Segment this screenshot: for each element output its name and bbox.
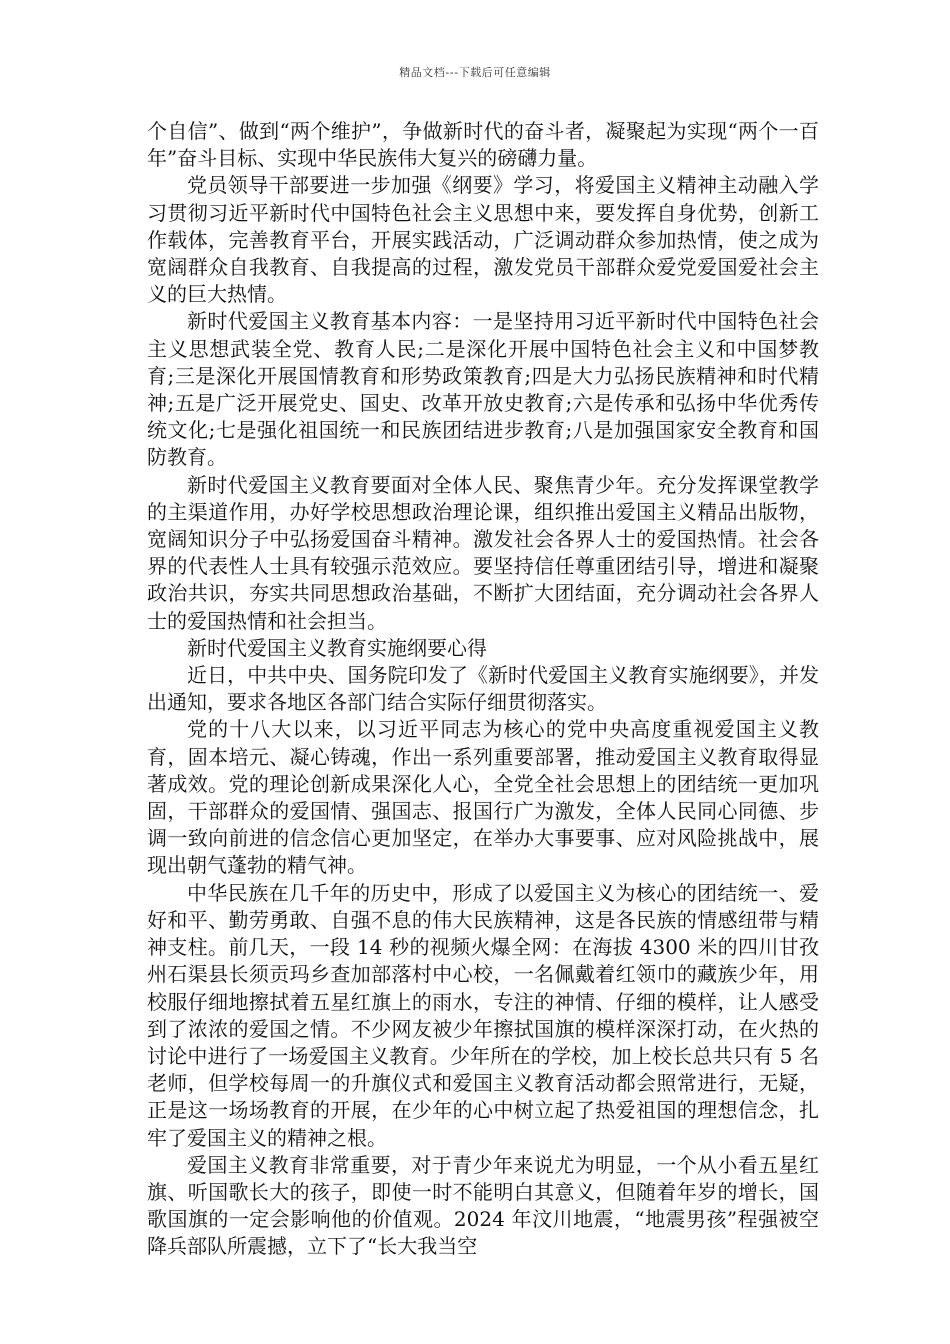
paragraph: 中华民族在几千年的历史中，形成了以爱国主义为核心的团结统一、爱好和平、勤劳勇敢、自强不息的伟大民族精神，这是各民族的情感纽带与精神支柱。前几天，一段 14 秒的视频火爆全网：在海拔 4300 米的四川甘孜州石渠县长须贡玛乡查加部落村中心校，一名佩戴着红领巾的藏族少年，用校服仔细地擦拭着五星红旗上的雨水，专注的神情、仔细的模样，让人感受到了浓浓的爱国之情。不少网友被少年擦拭国旗的模样深深打动，在火热的讨论中进行了一场爱国主义教育。少年所在的学校，加上校长总共只有 5 名老师，但学校每周一的升旗仪式和爱国主义教育活动都会照常进行，无疑，正是这一场场教育的开展，在少年的心中树立起了热爱祖国的理想信念，扎牢了爱国主义的精神之根。 (147, 880, 819, 1150)
paragraph: 新时代爱国主义教育基本内容：一是坚持用习近平新时代中国特色社会主义思想武装全党、教育人民;二是深化开展中国特色社会主义和中国梦教育;三是深化开展国情教育和形势政策教育;四是大力弘扬民族精神和时代精神;五是广泛开展党史、国史、改革开放史教育;六是传承和弘扬中华优秀传统文化;七是强化祖国统一和民族团结进步教育;八是加强国家安全教育和国防教育。 (147, 309, 819, 470)
page-header: 精品文档---下载后可任意编辑 (399, 66, 551, 79)
paragraph: 党员领导干部要进一步加强《纲要》学习，将爱国主义精神主动融入学习贯彻习近平新时代中国特色社会主义思想中来，要发挥自身优势，创新工作载体，完善教育平台，开展实践活动，广泛调动群众参加热情，使之成为宽阔群众自我教育、自我提高的过程，激发党员干部群众爱党爱国爱社会主义的巨大热情。 (147, 173, 819, 307)
paragraph: 个自信”、做到“两个维护”，争做新时代的奋斗者，凝聚起为实现“两个一百年”奋斗目标、实现中华民族伟大复兴的磅礴力量。 (147, 119, 819, 171)
paragraph: 近日，中共中央、国务院印发了《新时代爱国主义教育实施纲要》，并发出通知，要求各地区各部门结合实际仔细贯彻落实。 (147, 663, 819, 715)
paragraph: 党的十八大以来，以习近平同志为核心的党中央高度重视爱国主义教育，固本培元、凝心铸魂，作出一系列重要部署，推动爱国主义教育取得显著成效。党的理论创新成果深化人心，全党全社会思想上的团结统一更加巩固，干部群众的爱国情、强国志、报国行广为激发，全体人民同心同德、步调一致向前进的信念信心更加坚定，在举办大事要事、应对风险挑战中，展现出朝气蓬勃的精气神。 (147, 717, 819, 878)
document-body (147, 118, 819, 1261)
paragraph: 爱国主义教育非常重要，对于青少年来说尤为明显，一个从小看五星红旗、听国歌长大的孩子，即使一时不能明白其意义，但随着年岁的增长，国歌国旗的一定会影响他的价值观。2024 年汶川地震，“地震男孩”程强被空降兵部队所震撼，立下了“长大我当空 (147, 1152, 819, 1259)
section-heading: 新时代爱国主义教育实施纲要心得 (187, 635, 487, 660)
paragraph: 新时代爱国主义教育要面对全体人民、聚焦青少年。充分发挥课堂教学的主渠道作用，办好学校思想政治理论课，组织推出爱国主义精品出版物，宽阔知识分子中弘扬爱国奋斗精神。激发社会各界人士的爱国热情。社会各界的代表性人士具有较强示范效应。要坚持信任尊重团结引导，增进和凝聚政治共识，夯实共同思想政治基础，不断扩大团结面，充分调动社会各界人士的爱国热情和社会担当。 (147, 472, 819, 633)
